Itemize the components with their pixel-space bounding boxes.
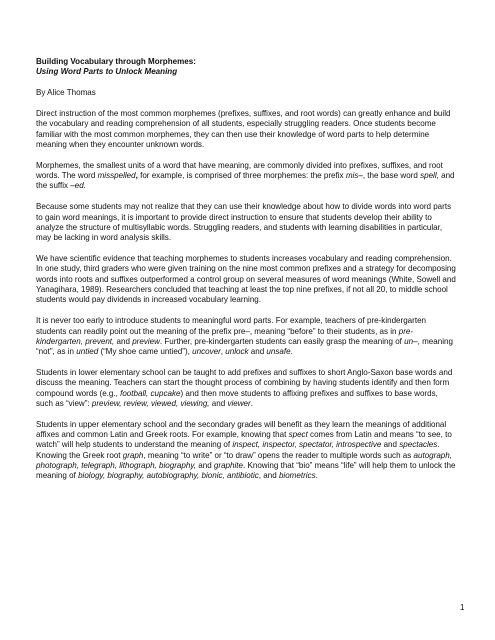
italic-term: unsafe bbox=[266, 347, 291, 357]
document-page bbox=[36, 57, 457, 492]
italic-term: football, cupcake bbox=[120, 388, 181, 398]
italic-term: –ed. bbox=[70, 181, 86, 191]
italic-term: uncover bbox=[192, 347, 221, 357]
italic-term: biometrics bbox=[278, 471, 316, 481]
italic-term: misspelled bbox=[97, 171, 136, 181]
paragraph-text: Students in lower elementary school can be taught to add prefixes and suffixes to short Anglo-Saxon base words and discuss the meaning. Teachers can start the thought process of combining by having students identify and then form compound words (e.g., bbox=[36, 367, 453, 398]
body-paragraph bbox=[36, 368, 457, 409]
paragraph-text: for example, is comprised of three morphemes: the prefix bbox=[137, 171, 346, 181]
paragraph-text: and bbox=[248, 347, 267, 357]
author-line: By Alice Thomas bbox=[36, 88, 96, 98]
paragraph-text: . Knowing the Greek root bbox=[36, 440, 440, 460]
body-paragraph bbox=[36, 109, 457, 150]
body-paragraph bbox=[36, 420, 457, 482]
paragraph-text: It is never too early to introduce students to meaningful word parts. For example, teachers of pre-kindergarten students can readily point out the meaning of the prefix pre–, meaning “before” to their students, as in bbox=[36, 316, 427, 336]
italic-term: un– bbox=[404, 336, 418, 346]
paragraph-text: and bbox=[209, 398, 228, 408]
document-title: Building Vocabulary through Morphemes: bbox=[36, 57, 196, 66]
italic-term: preview, review, viewed, viewing, bbox=[91, 398, 210, 408]
paragraph-text: . bbox=[290, 347, 293, 357]
italic-term: graphite bbox=[213, 460, 244, 470]
paragraph-text: and bbox=[114, 336, 133, 346]
italic-term: mis– bbox=[345, 171, 363, 181]
paragraph-text: Students in upper elementary school and the secondary grades will benefit as they learn the meanings of additional affixes and common Latin and Greek roots. For example, knowing that bbox=[36, 419, 447, 440]
paragraph-text: . bbox=[250, 398, 253, 408]
italic-term: preview bbox=[132, 336, 160, 346]
paragraph-text: (“My shoe came untied”), bbox=[98, 347, 193, 357]
paragraph-text: ) and then move students to affixing prefixes and suffixes to base words, such as “view”: bbox=[36, 388, 438, 408]
document-subtitle: Using Word Parts to Unlock Meaning bbox=[36, 67, 178, 77]
italic-term: biology, biography, autobiography, bionic, antibiotic bbox=[78, 471, 259, 481]
bold-text: , bbox=[135, 171, 138, 181]
italic-term: pre-kindergarten, prevent, bbox=[36, 326, 414, 346]
italic-term: unlock bbox=[225, 347, 249, 357]
paragraph-text: , the base word bbox=[362, 171, 421, 181]
italic-term: autograph, photograph, telegraph, lithograph, biography, bbox=[36, 450, 452, 470]
italic-term: spectacles bbox=[399, 440, 438, 450]
paragraph-text: , meaning “not”, as in bbox=[36, 336, 453, 357]
italic-term: graph bbox=[122, 450, 144, 460]
paragraph-text: comes from Latin and means “to see, to watch” will help students to understand the meaning of bbox=[36, 430, 452, 450]
paragraph-text: and the suffix bbox=[36, 171, 455, 191]
body-paragraph bbox=[36, 161, 457, 192]
italic-term: inspect, inspector, spectator, introspective bbox=[232, 440, 382, 450]
paragraph-text: and bbox=[196, 460, 214, 470]
body-paragraph bbox=[36, 316, 457, 357]
paragraph-text: and bbox=[381, 440, 400, 450]
paragraph-text: . Further, pre-kindergarten students can easily grasp the meaning of bbox=[159, 336, 405, 346]
paragraph-text: . Knowing that “bio” means “life” will help them to unlock the meaning of bbox=[36, 460, 456, 481]
body-paragraph bbox=[36, 202, 457, 243]
paragraph-text: Because some students may not realize that they can use their knowledge about how to divide words into word parts to gain word meanings, it is important to provide direct instruction to ensure that students develop their ability to analyze the structure of multisyllabic words. Struggling readers, and students with learning disabilities in particular, may be lacking in word analysis skills. bbox=[36, 202, 452, 243]
paragraph-text: Morphemes, the smallest units of a word that have meaning, are commonly divided into prefixes, suffixes, and root words. The word bbox=[36, 160, 443, 181]
italic-term: untied bbox=[76, 347, 99, 357]
paragraph-text: , meaning “to write” or “to draw” opens the reader to multiple words such as bbox=[143, 450, 414, 460]
italic-term: spell, bbox=[420, 171, 439, 181]
paragraph-text: , and bbox=[258, 471, 279, 481]
italic-term: spect bbox=[288, 430, 308, 440]
body-text bbox=[36, 109, 457, 481]
paragraph-text: , bbox=[220, 347, 226, 357]
paragraph-text: . bbox=[315, 471, 318, 481]
title-block bbox=[36, 57, 457, 78]
italic-term: viewer bbox=[227, 398, 251, 408]
body-paragraph bbox=[36, 254, 457, 305]
page-number: 1 bbox=[460, 603, 465, 612]
paragraph-text: We have scientific evidence that teaching morphemes to students increases vocabulary and reading comprehension. In one study, third graders who were given training on the nine most common prefixes and a strategy for decomposing words into roots and suffixes outperformed a control group on several measures of word meanings (White, Sowell and Yanagihara, 1989). Researchers concluded that teaching at least the top nine prefixes, if not all 20, to middle school students would pay dividends in increased vocabulary learning. bbox=[36, 254, 456, 305]
paragraph-text: Direct instruction of the most common morphemes (prefixes, suffixes, and root words) can greatly enhance and build the vocabulary and reading comprehension of all students, especially struggling readers. Once students become familiar with the most common morphemes, they can then use their knowledge of word parts to help determine meaning when they encounter unknown words. bbox=[36, 109, 451, 149]
